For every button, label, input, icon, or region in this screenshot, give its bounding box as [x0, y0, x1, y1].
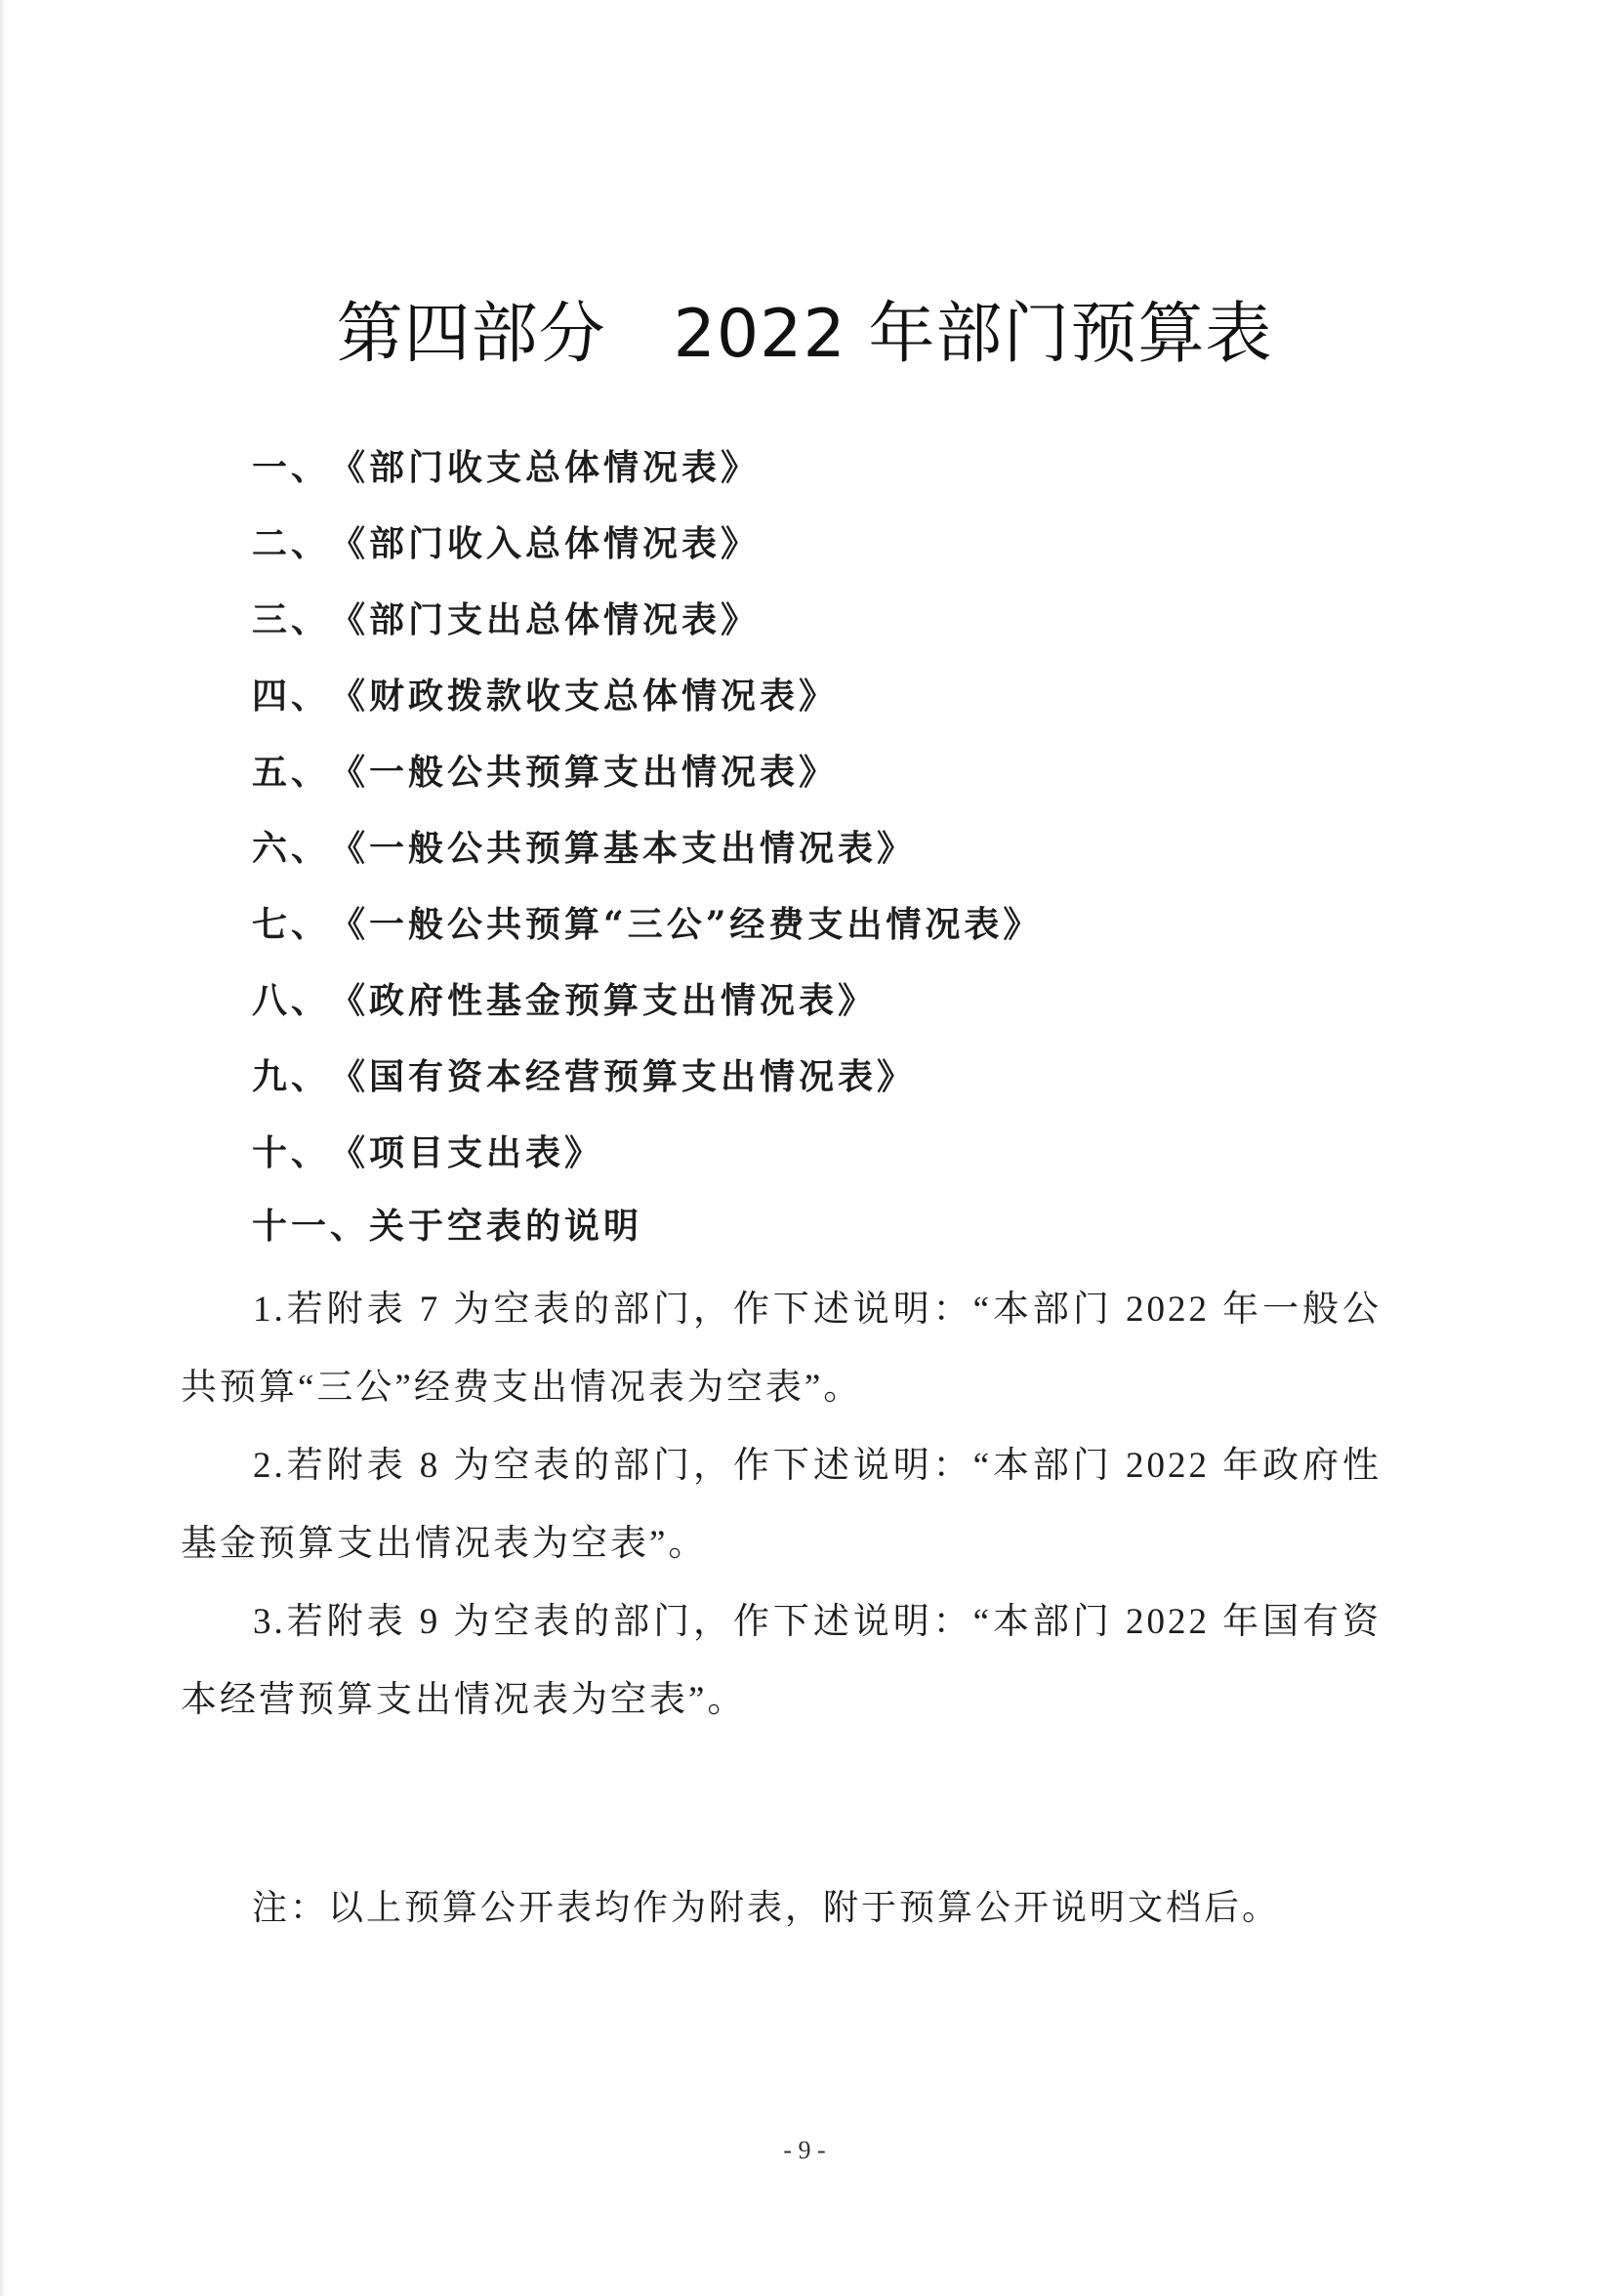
toc-number: 五、 — [252, 752, 331, 793]
toc-number: 四、 — [252, 676, 331, 717]
toc-number: 九、 — [252, 1056, 331, 1097]
explanation-paragraph-3: 3.若附表 9 为空表的部门，作下述说明：“本部门 2022 年国有资本经营预算支出情况表为空表”。 — [181, 1602, 1382, 1720]
toc-label: 《政府性基金预算支出情况表》 — [330, 980, 878, 1021]
toc-item-3 — [252, 582, 1423, 658]
toc-item-4 — [252, 658, 1423, 734]
table-list — [252, 430, 1423, 1191]
toc-label: 《部门支出总体情况表》 — [330, 599, 761, 640]
page-number: - 9 - — [783, 2136, 826, 2164]
toc-number: 一、 — [252, 447, 331, 488]
toc-number: 三、 — [252, 599, 331, 640]
empty-table-heading: 十一、关于空表的说明 — [252, 1206, 643, 1247]
page-title: 第四部分 2022 年部门预算表 — [336, 296, 1273, 373]
toc-item-1 — [252, 430, 1423, 506]
toc-label: 《一般公共预算支出情况表》 — [330, 752, 839, 793]
explanation-paragraph-2: 2.若附表 8 为空表的部门，作下述说明：“本部门 2022 年政府性基金预算支出情况表为空表”。 — [181, 1446, 1382, 1564]
toc-number: 七、 — [252, 904, 331, 945]
toc-item-2 — [252, 506, 1423, 582]
toc-item-8 — [252, 963, 1423, 1039]
toc-item-5 — [252, 734, 1423, 810]
toc-item-10 — [252, 1115, 1423, 1191]
toc-label: 《财政拨款收支总体情况表》 — [330, 676, 839, 717]
toc-number: 十、 — [252, 1132, 331, 1173]
toc-item-6 — [252, 810, 1423, 886]
toc-label: 《部门收入总体情况表》 — [330, 523, 761, 564]
toc-label: 《一般公共预算“三公”经费支出情况表》 — [330, 904, 1043, 945]
toc-label: 《一般公共预算基本支出情况表》 — [330, 828, 917, 869]
footnote: 注：以上预算公开表均作为附表，附于预算公开说明文档后。 — [252, 1888, 1281, 1927]
toc-number: 六、 — [252, 828, 331, 869]
toc-item-9 — [252, 1039, 1423, 1115]
explanation-paragraph-1: 1.若附表 7 为空表的部门，作下述说明：“本部门 2022 年一般公共预算“三公”经费支出情况表为空表”。 — [181, 1290, 1382, 1408]
toc-item-7 — [252, 886, 1423, 963]
toc-number: 二、 — [252, 523, 331, 564]
toc-number: 八、 — [252, 980, 331, 1021]
toc-label: 《部门收支总体情况表》 — [330, 447, 761, 488]
toc-label: 《国有资本经营预算支出情况表》 — [330, 1056, 917, 1097]
toc-label: 《项目支出表》 — [330, 1132, 604, 1173]
